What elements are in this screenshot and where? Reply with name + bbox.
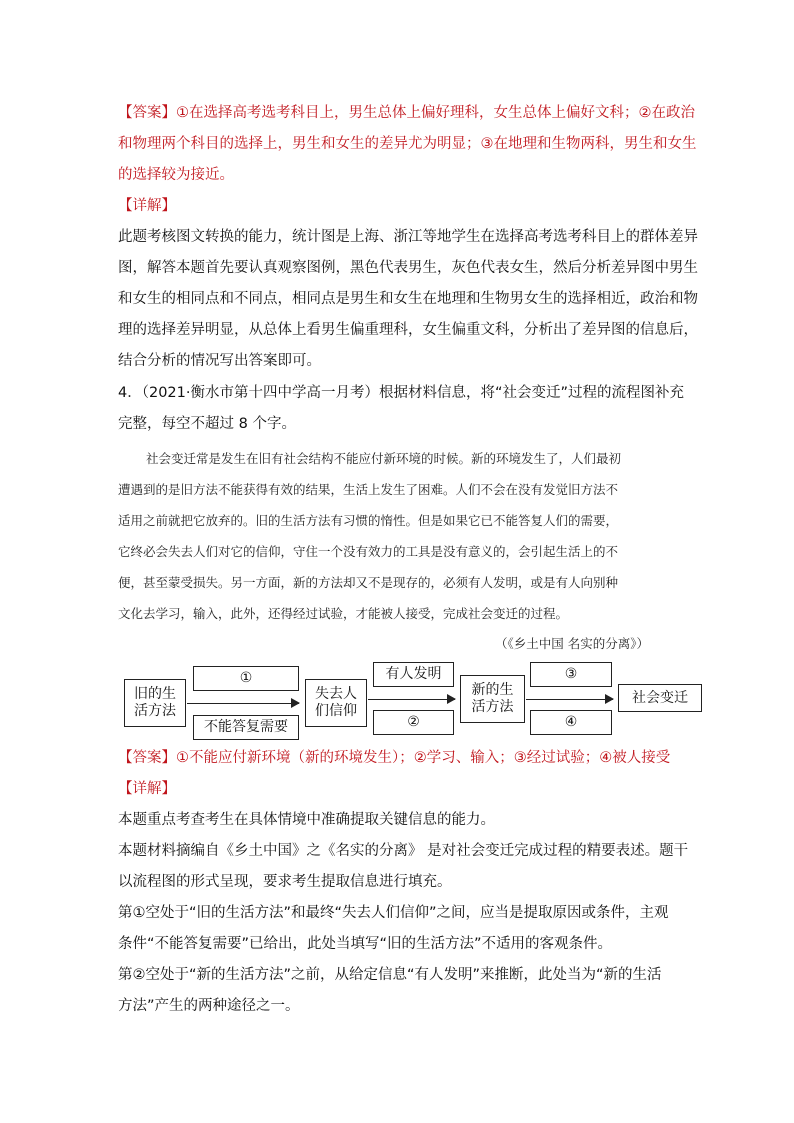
material-line: 文化去学习，输入，此外，还得经过试验，才能被人接受，完成社会变迁的过程。 <box>118 606 569 621</box>
detail-line: 本题材料摘编自《乡土中国》之《名实的分离》 是对社会变迁完成过程的精要表述。题干 <box>118 843 689 859</box>
box-blank-2: ② <box>373 710 454 735</box>
answer-text-line: 和物理两个科目的选择上，男生和女生的差异尤为明显；③在地理和生物两科，男生和女生 <box>118 136 697 152</box>
question-line: 4．（2021·衡水市第十四中学高一月考）根据材料信息，将“社会变迁”过程的流程图补充 <box>118 385 685 401</box>
box-new-method: 新的生 活方法 <box>460 675 525 723</box>
detail-tag: 【详解】 <box>118 781 176 797</box>
detail-line: 图，解答本题首先要认真观察图例，黑色代表男生，灰色代表女生，然后分析差异图中男生 <box>118 260 698 276</box>
answer-tag: 【答案】 <box>118 750 176 766</box>
answer-paragraph-1 <box>118 104 695 122</box>
material-line: 遭遇到的是旧方法不能获得有效的结果，生活上发生了困难。人们不会在没有发觉旧方法不 <box>118 482 619 497</box>
detail-line: 此题考核图文转换的能力，统计图是上海、浙江等地学生在选择高考选考科目上的群体差异 <box>118 229 698 245</box>
material-line: 便，甚至蒙受损失。另一方面，新的方法却又不是现存的，必须有人发明，或是有人向别种 <box>118 575 619 590</box>
question-line: 完整，每空不超过 8 个字。 <box>118 416 296 432</box>
answer-text-line: 的选择较为接近。 <box>118 167 234 183</box>
arrow-new-to-change <box>526 699 613 700</box>
box-blank-3: ③ <box>530 662 612 687</box>
answer-text: ①在选择高考选考科目上，男生总体上偏好理科，女生总体上偏好文科；②在政治 <box>176 105 695 121</box>
box-invented: 有人发明 <box>373 662 454 687</box>
box-lose-faith: 失去人 们信仰 <box>305 679 367 727</box>
box-old-method: 旧的生 活方法 <box>124 679 186 727</box>
detail-line: 结合分析的情况写出答案即可。 <box>118 353 321 369</box>
detail-tag: 【详解】 <box>118 198 176 214</box>
detail-line: 第②空处于“新的生活方法”之前，从给定信息“有人发明”来推断，此处当为“新的生活 <box>118 967 662 983</box>
detail-line: 本题重点考查考生在具体情境中准确提取关键信息的能力。 <box>118 812 495 828</box>
material-line: 它终必会失去人们对它的信仰，守住一个没有效力的工具是没有意义的，会引起生活上的不 <box>118 544 619 559</box>
box-blank-1: ① <box>193 666 299 691</box>
material-source: （《乡土中国 名实的分离》） <box>495 636 649 651</box>
box-cannot-meet: 不能答复需要 <box>193 715 299 740</box>
material-line: 社会变迁常是发生在旧有社会结构不能应付新环境的时候。新的环境发生了，人们最初 <box>146 451 622 466</box>
detail-line: 和女生的相同点和不同点，相同点是男生和女生在地理和生物男女生的选择相近，政治和物 <box>118 291 698 307</box>
answer-paragraph-2 <box>118 749 670 767</box>
detail-line: 条件“不能答复需要”已给出，此处当填写“旧的生活方法”不适用的客观条件。 <box>118 936 613 952</box>
arrow-old-to-lose <box>187 703 299 704</box>
detail-line: 第①空处于“旧的生活方法”和最终“失去人们信仰”之间，应当是提取原因或条件，主观 <box>118 905 669 921</box>
detail-line: 以流程图的形式呈现，要求考生提取信息进行填充。 <box>118 874 452 890</box>
arrow-lose-to-new <box>368 699 455 700</box>
material-line: 适用之前就把它放弃的。旧的生活方法有习惯的惰性。但是如果它已不能答复人们的需要， <box>118 513 619 528</box>
detail-line: 理的选择差异明显，从总体上看男生偏重理科，女生偏重文科，分析出了差异图的信息后， <box>118 322 698 338</box>
detail-line: 方法”产生的两种途径之一。 <box>118 998 300 1014</box>
box-social-change: 社会变迁 <box>618 684 702 712</box>
box-blank-4: ④ <box>530 710 612 735</box>
answer-text: ①不能应付新环境（新的环境发生）；②学习、输入；③经过试验；④被人接受 <box>176 750 671 766</box>
answer-tag: 【答案】 <box>118 105 176 121</box>
